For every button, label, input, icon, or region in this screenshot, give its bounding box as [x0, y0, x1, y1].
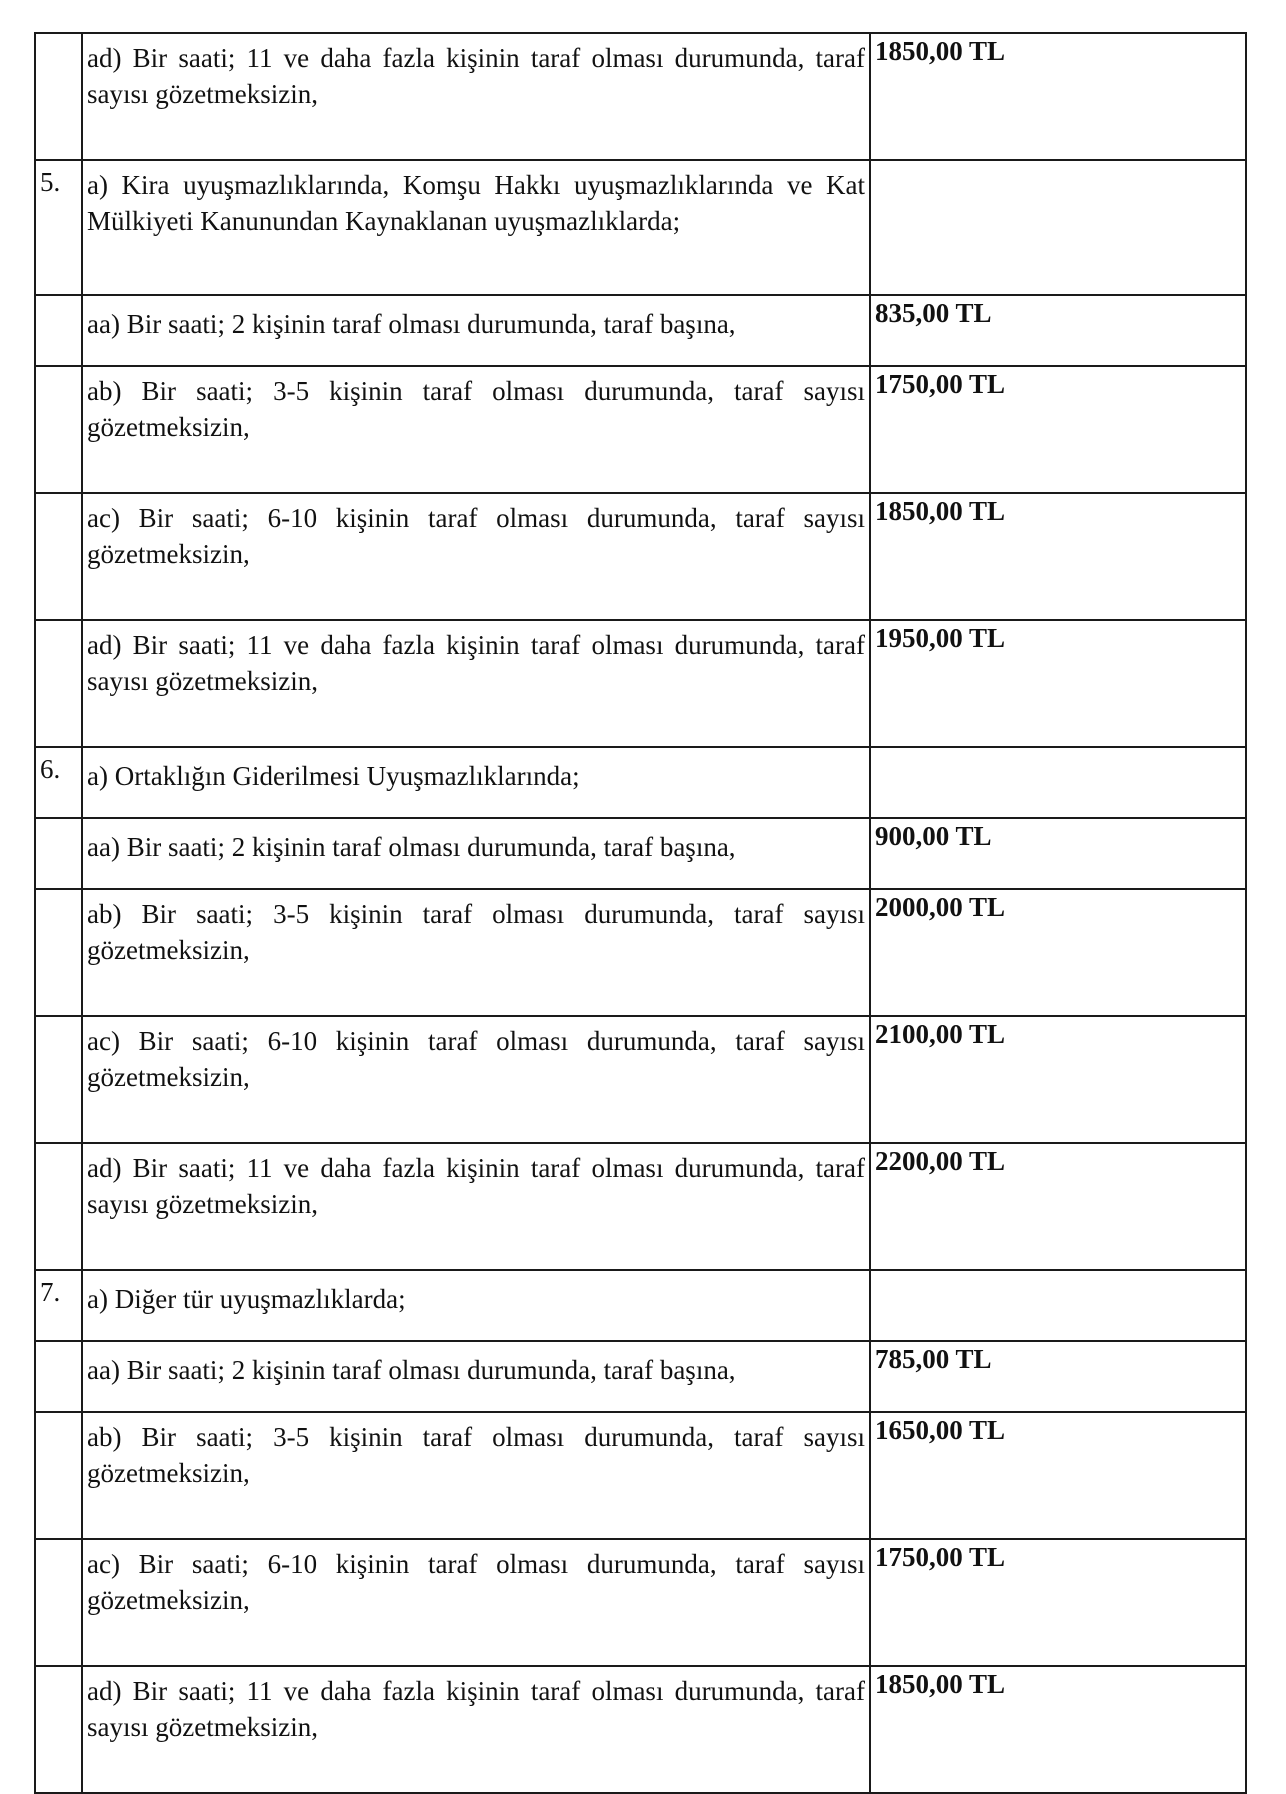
table-row	[35, 1666, 1246, 1793]
table-row	[35, 1016, 1246, 1143]
row-number	[35, 493, 82, 620]
row-description: ad) Bir saati; 11 ve daha fazla kişinin taraf olması durumunda, taraf sayısı gözetmeksizin,	[82, 33, 870, 160]
row-number	[35, 1666, 82, 1793]
row-fee: 1650,00 TL	[870, 1412, 1246, 1539]
table-row	[35, 747, 1246, 818]
table-row	[35, 33, 1246, 160]
mediation-fee-table	[34, 32, 1247, 1794]
row-fee: 1850,00 TL	[870, 1666, 1246, 1793]
row-description: ad) Bir saati; 11 ve daha fazla kişinin taraf olması durumunda, taraf sayısı gözetmeksizin,	[82, 1143, 870, 1270]
row-number	[35, 1341, 82, 1412]
row-description: ac) Bir saati; 6-10 kişinin taraf olması durumunda, taraf sayısı gözetmeksizin,	[82, 493, 870, 620]
table-row	[35, 1270, 1246, 1341]
row-description: ab) Bir saati; 3-5 kişinin taraf olması durumunda, taraf sayısı gözetmeksizin,	[82, 889, 870, 1016]
row-fee: 2000,00 TL	[870, 889, 1246, 1016]
table-row	[35, 1412, 1246, 1539]
row-description: ac) Bir saati; 6-10 kişinin taraf olması durumunda, taraf sayısı gözetmeksizin,	[82, 1016, 870, 1143]
row-description: a) Kira uyuşmazlıklarında, Komşu Hakkı uyuşmazlıklarında ve Kat Mülkiyeti Kanunundan Kaynaklanan uyuşmazlıklarda;	[82, 160, 870, 295]
table-row	[35, 295, 1246, 366]
row-number	[35, 889, 82, 1016]
row-description: aa) Bir saati; 2 kişinin taraf olması durumunda, taraf başına,	[82, 818, 870, 889]
row-fee: 1950,00 TL	[870, 620, 1246, 747]
row-fee: 1850,00 TL	[870, 33, 1246, 160]
row-number	[35, 1143, 82, 1270]
table-row	[35, 493, 1246, 620]
row-number	[35, 1539, 82, 1666]
row-fee: 2100,00 TL	[870, 1016, 1246, 1143]
row-number	[35, 295, 82, 366]
row-number: 7.	[35, 1270, 82, 1341]
row-fee: 835,00 TL	[870, 295, 1246, 366]
row-fee: 1750,00 TL	[870, 366, 1246, 493]
row-fee: 2200,00 TL	[870, 1143, 1246, 1270]
table-row	[35, 1539, 1246, 1666]
row-description: ad) Bir saati; 11 ve daha fazla kişinin taraf olması durumunda, taraf sayısı gözetmeksizin,	[82, 1666, 870, 1793]
table-row	[35, 366, 1246, 493]
table-row	[35, 160, 1246, 295]
table-row	[35, 1143, 1246, 1270]
row-fee: 785,00 TL	[870, 1341, 1246, 1412]
row-description: a) Ortaklığın Giderilmesi Uyuşmazlıklarında;	[82, 747, 870, 818]
row-description: ab) Bir saati; 3-5 kişinin taraf olması durumunda, taraf sayısı gözetmeksizin,	[82, 1412, 870, 1539]
row-number: 5.	[35, 160, 82, 295]
row-number	[35, 366, 82, 493]
row-fee	[870, 1270, 1246, 1341]
row-fee	[870, 160, 1246, 295]
row-number	[35, 1016, 82, 1143]
row-number: 6.	[35, 747, 82, 818]
table-row	[35, 818, 1246, 889]
row-number	[35, 818, 82, 889]
row-number	[35, 1412, 82, 1539]
row-fee: 1850,00 TL	[870, 493, 1246, 620]
table-row	[35, 620, 1246, 747]
row-description: aa) Bir saati; 2 kişinin taraf olması durumunda, taraf başına,	[82, 295, 870, 366]
table-row	[35, 1341, 1246, 1412]
table-row	[35, 889, 1246, 1016]
row-description: ad) Bir saati; 11 ve daha fazla kişinin taraf olması durumunda, taraf sayısı gözetmeksizin,	[82, 620, 870, 747]
row-number	[35, 620, 82, 747]
row-description: aa) Bir saati; 2 kişinin taraf olması durumunda, taraf başına,	[82, 1341, 870, 1412]
row-description: ac) Bir saati; 6-10 kişinin taraf olması durumunda, taraf sayısı gözetmeksizin,	[82, 1539, 870, 1666]
row-fee	[870, 747, 1246, 818]
row-fee: 900,00 TL	[870, 818, 1246, 889]
row-number	[35, 33, 82, 160]
row-description: ab) Bir saati; 3-5 kişinin taraf olması durumunda, taraf sayısı gözetmeksizin,	[82, 366, 870, 493]
row-fee: 1750,00 TL	[870, 1539, 1246, 1666]
row-description: a) Diğer tür uyuşmazlıklarda;	[82, 1270, 870, 1341]
